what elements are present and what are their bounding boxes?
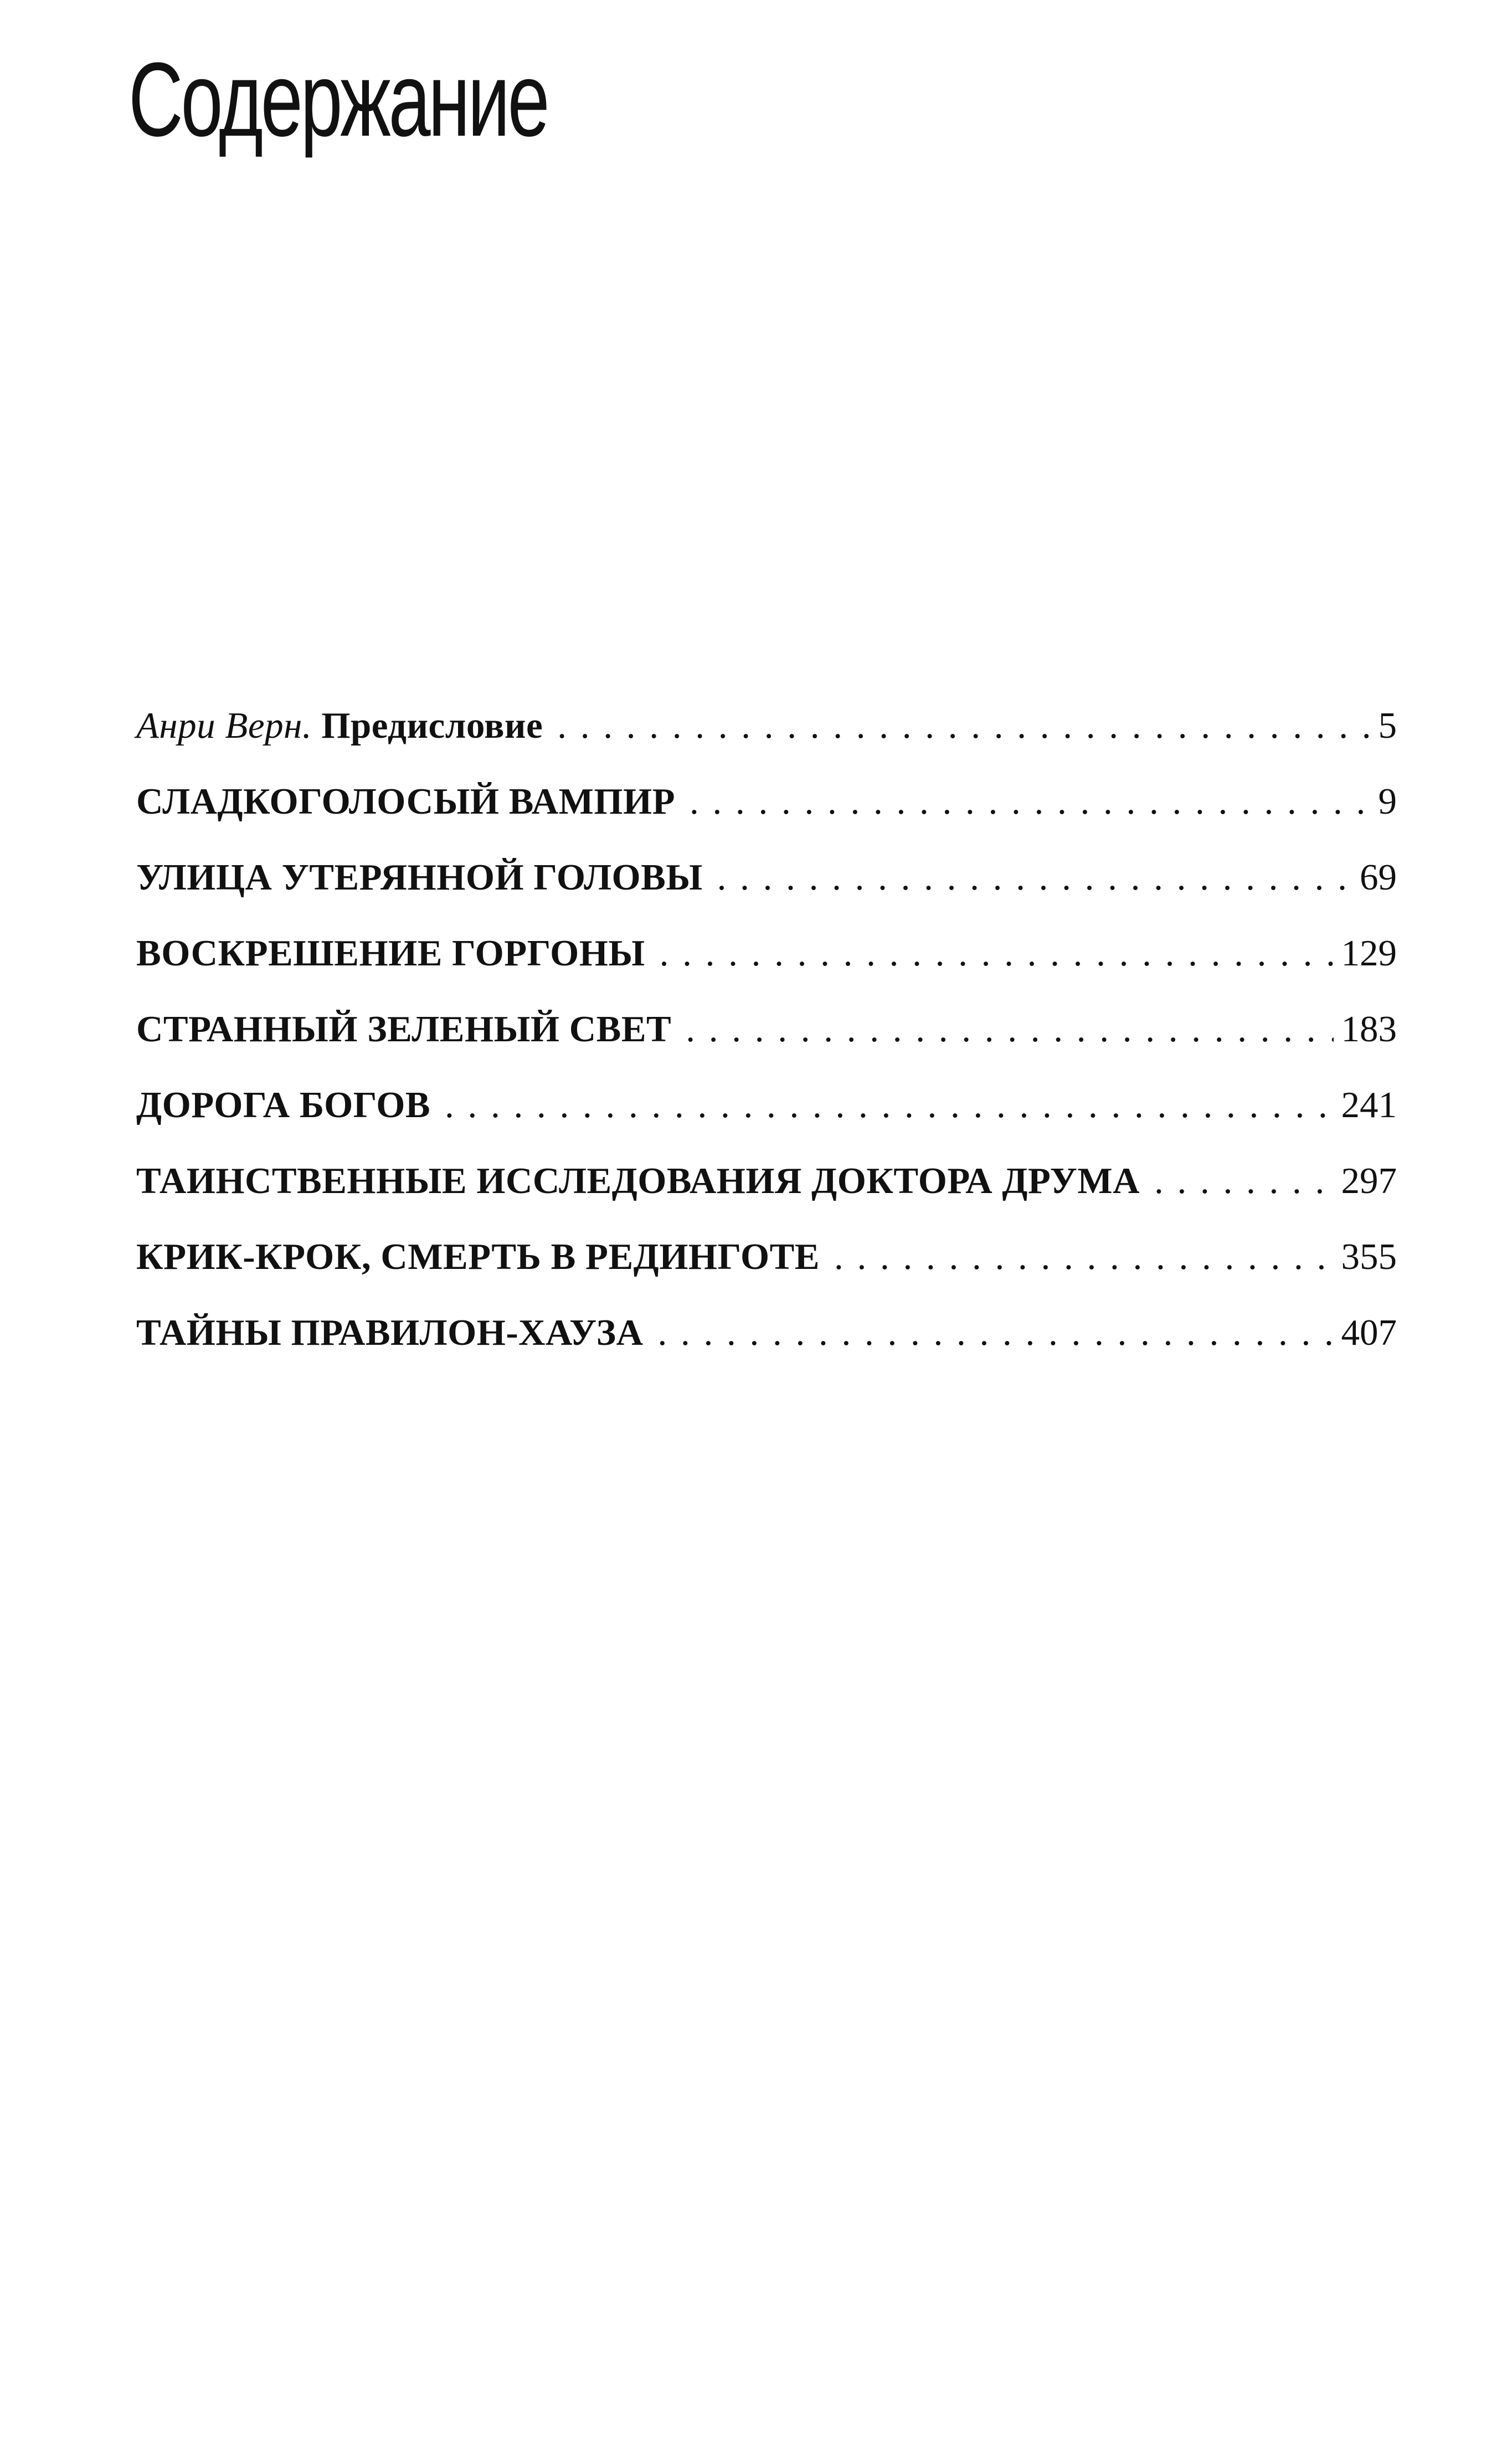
- dot-leader: [834, 1219, 1334, 1295]
- toc-title: КРИК-КРОК, СМЕРТЬ В РЕДИНГОТЕ: [136, 1236, 820, 1277]
- toc-page-number: 297: [1341, 1160, 1397, 1201]
- dot-leader: [445, 1067, 1333, 1143]
- toc-page-number: 69: [1360, 857, 1397, 898]
- table-of-contents: [136, 688, 1397, 1371]
- toc-title: Предисловие: [321, 705, 543, 746]
- toc-entry: [136, 688, 543, 764]
- toc-title: ДОРОГА БОГОВ: [136, 1084, 431, 1125]
- toc-page-number: 355: [1341, 1236, 1397, 1277]
- toc-author: Анри Верн.: [136, 705, 312, 746]
- toc-title: ТАЙНЫ ПРАВИЛОН-ХАУЗА: [136, 1312, 644, 1353]
- toc-page-number: 5: [1378, 705, 1397, 746]
- page-title: Содержание: [128, 41, 548, 158]
- toc-row: [136, 764, 1397, 840]
- toc-page-number: 129: [1341, 933, 1397, 974]
- toc-page-number: 183: [1341, 1009, 1397, 1050]
- toc-row-preface: [136, 688, 1397, 764]
- toc-page-number: 241: [1341, 1084, 1397, 1125]
- toc-row: [136, 1219, 1397, 1295]
- toc-row: [136, 1143, 1397, 1219]
- toc-title: УЛИЦА УТЕРЯННОЙ ГОЛОВЫ: [136, 857, 703, 898]
- dot-leader: [690, 764, 1370, 840]
- dot-leader: [717, 840, 1352, 916]
- toc-row: [136, 1295, 1397, 1371]
- toc-title: СЛАДКОГОЛОСЫЙ ВАМПИР: [136, 781, 676, 822]
- dot-leader: [686, 991, 1333, 1067]
- toc-row: [136, 1067, 1397, 1143]
- toc-row: [136, 916, 1397, 991]
- dot-leader: [1154, 1143, 1334, 1219]
- toc-title: СТРАННЫЙ ЗЕЛЕНЫЙ СВЕТ: [136, 1009, 672, 1050]
- toc-page-number: 9: [1378, 781, 1397, 822]
- toc-row: [136, 991, 1397, 1067]
- dot-leader: [557, 688, 1370, 764]
- toc-title: ТАИНСТВЕННЫЕ ИССЛЕДОВАНИЯ ДОКТОРА ДРУМА: [136, 1160, 1140, 1201]
- toc-title: ВОСКРЕШЕНИЕ ГОРГОНЫ: [136, 933, 645, 974]
- toc-row: [136, 840, 1397, 916]
- dot-leader: [658, 1295, 1334, 1371]
- toc-page-number: 407: [1341, 1312, 1397, 1353]
- dot-leader: [660, 916, 1334, 991]
